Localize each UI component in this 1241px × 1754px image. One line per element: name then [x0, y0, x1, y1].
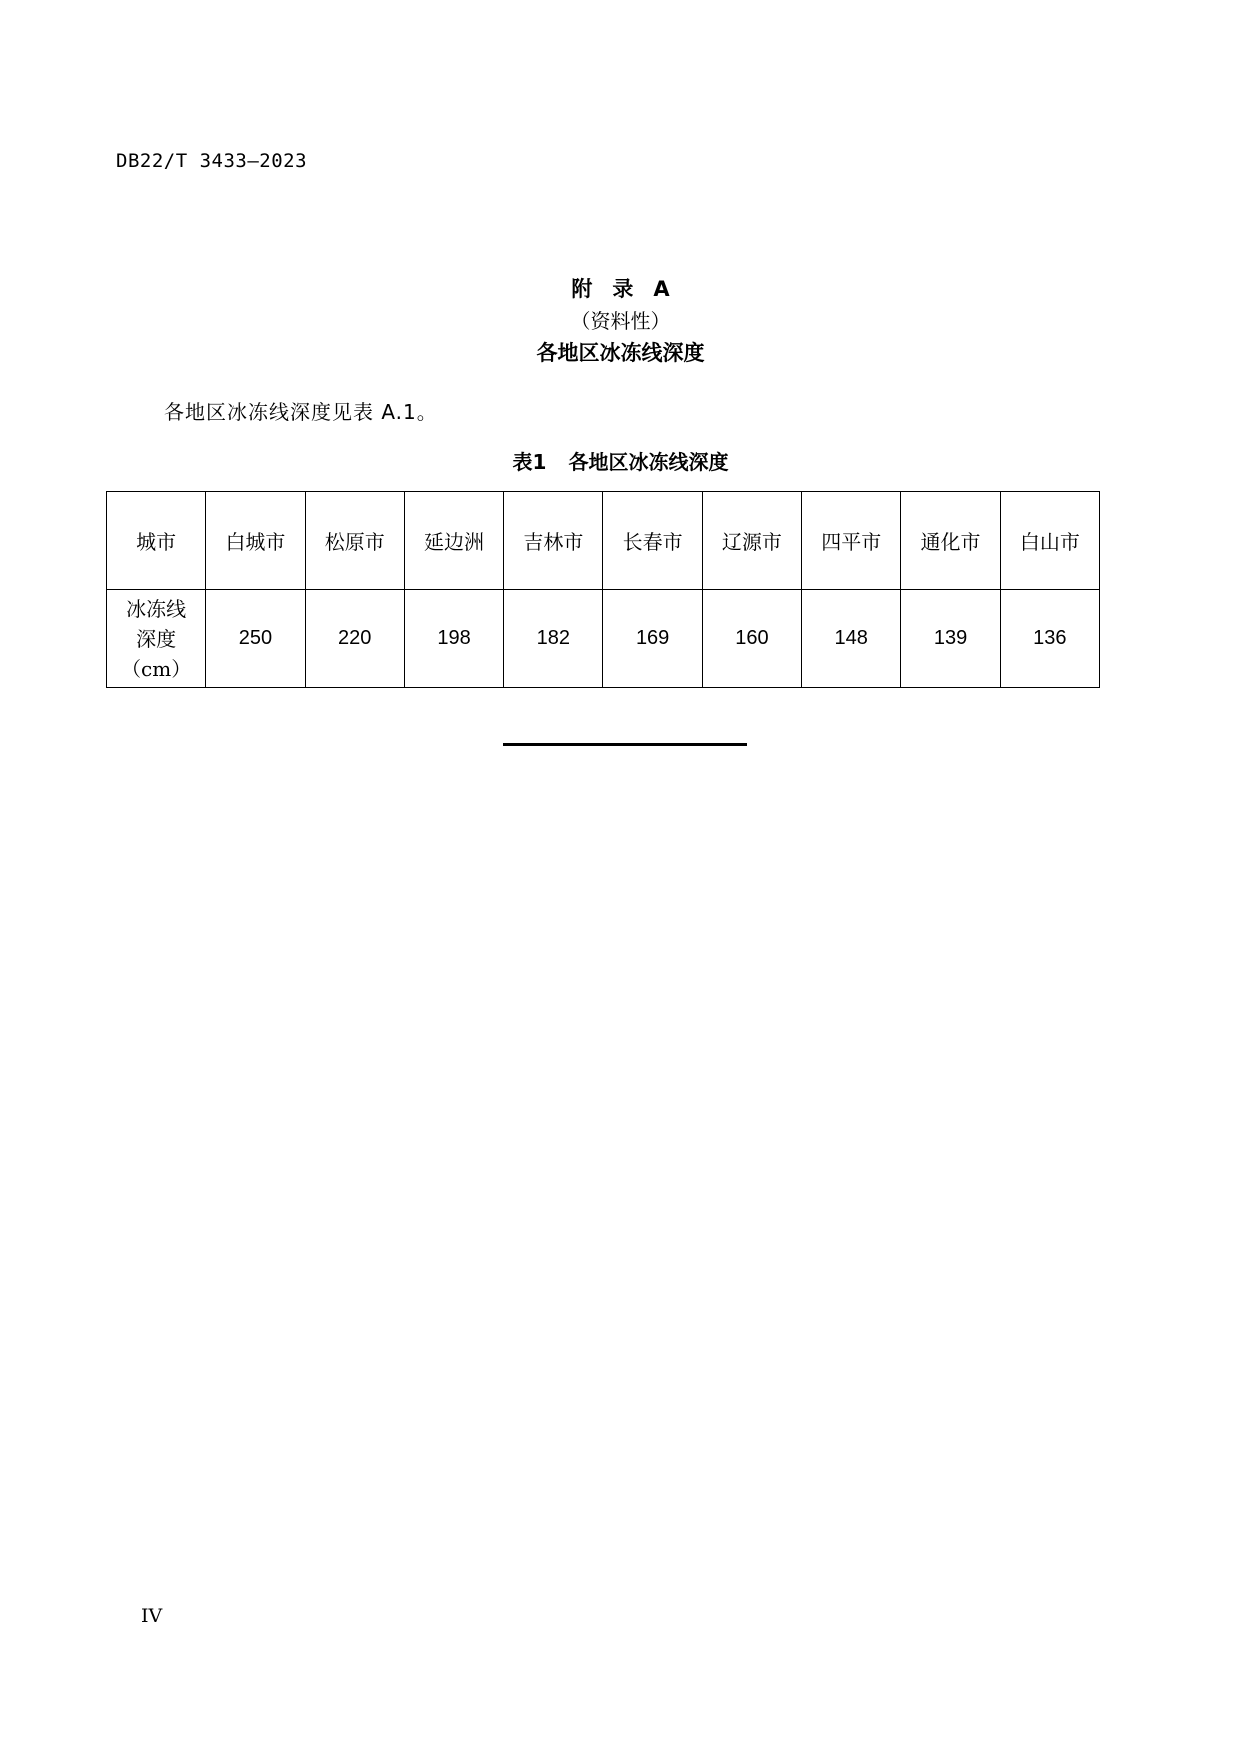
header-city: 松原市 [305, 492, 404, 590]
depth-value: 182 [504, 590, 603, 688]
end-of-document-rule [503, 743, 747, 746]
depth-value: 160 [702, 590, 801, 688]
depth-value: 139 [901, 590, 1000, 688]
table-caption-title: 各地区冰冻线深度 [568, 450, 729, 474]
table-caption-number: 表1 [512, 450, 547, 474]
appendix-heading: 各地区冰冻线深度 [536, 341, 705, 365]
appendix-type: （资料性） [570, 309, 671, 333]
header-city: 白山市 [1000, 492, 1099, 590]
appendix-title [0, 273, 1241, 303]
table-caption [0, 446, 1241, 475]
frost-depth-table [106, 491, 1100, 688]
depth-row-label-line: 深度 [136, 626, 177, 651]
depth-row-label-line: 冰冻线 [126, 596, 187, 621]
standard-code: DB22/T 3433—2023 [116, 150, 308, 172]
header-city: 辽源市 [702, 492, 801, 590]
header-city: 吉林市 [504, 492, 603, 590]
depth-row-label [107, 590, 206, 688]
header-city: 四平市 [802, 492, 901, 590]
header-city: 长春市 [603, 492, 702, 590]
header-city: 白城市 [206, 492, 305, 590]
appendix-label-word2: 录 [612, 277, 634, 301]
depth-value: 198 [404, 590, 503, 688]
depth-value: 136 [1000, 590, 1099, 688]
depth-row-label-line: （cm） [121, 656, 192, 681]
appendix-label-letter: A [653, 277, 670, 301]
table-header-row [107, 492, 1100, 590]
table-depth-row [107, 590, 1100, 688]
depth-value: 169 [603, 590, 702, 688]
header-city: 通化市 [901, 492, 1000, 590]
appendix-label-word1: 附 [571, 277, 593, 301]
header-city: 延边洲 [404, 492, 503, 590]
page-number: IV [141, 1605, 163, 1627]
intro-paragraph: 各地区冰冻线深度见表 A.1。 [164, 400, 438, 424]
depth-value: 220 [305, 590, 404, 688]
header-city-label: 城市 [107, 492, 206, 590]
depth-value: 148 [802, 590, 901, 688]
depth-value: 250 [206, 590, 305, 688]
